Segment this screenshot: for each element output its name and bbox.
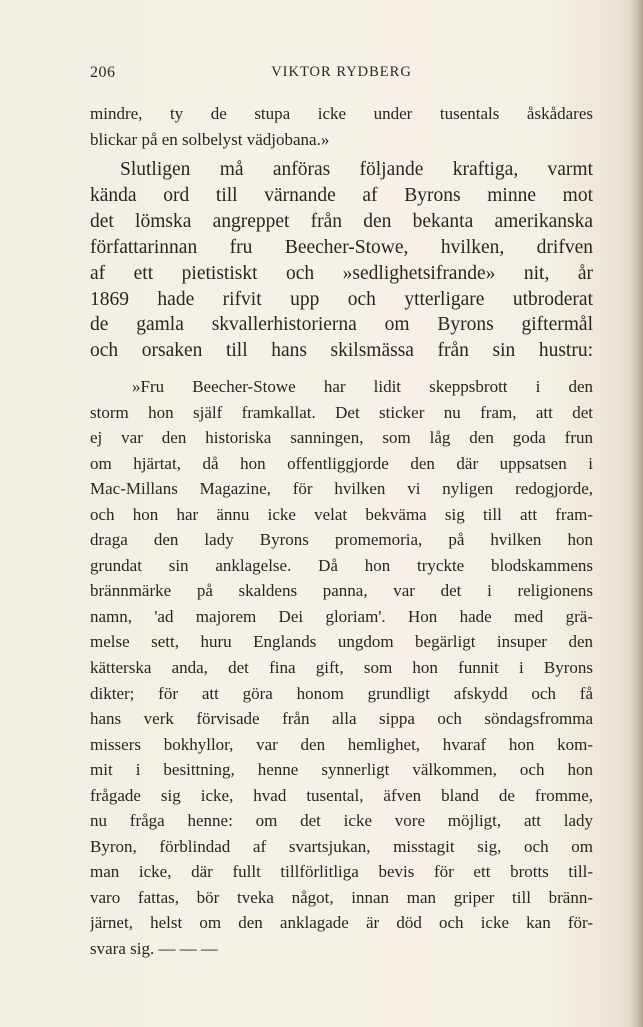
text-line: 1869 hade rifvit upp och ytterligare utbroderat xyxy=(90,288,593,310)
text-line: draga den lady Byrons promemoria, på hvilken hon xyxy=(90,530,593,550)
text-line: missers bokhyllor, var den hemlighet, hvaraf hon kom- xyxy=(90,734,593,754)
text-line: järnet, helst om den anklagade är död och icke kan för- xyxy=(90,913,593,933)
text-line: de gamla skvallerhistorierna om Byrons giftermål xyxy=(90,314,593,336)
text-line: svara sig. — — — xyxy=(90,939,218,959)
text-line: ej var den historiska sanningen, som låg den goda frun xyxy=(90,428,593,448)
paragraph-main xyxy=(90,157,593,364)
text-line: det lömska angreppet från den bekanta amerikanska xyxy=(90,210,593,232)
text-line: »Fru Beecher-Stowe har lidit skeppsbrott i den xyxy=(132,377,593,396)
text-line: och hon har ännu icke velat bekväma sig till att fram- xyxy=(90,504,593,524)
text-line: Slutligen må anföras följande kraftiga, varmt xyxy=(120,159,593,180)
text-line: namn, 'ad majorem Dei gloriam'. Hon hade med grä- xyxy=(90,606,593,626)
text-line: och orsaken till hans skilsmässa från sin hustru: xyxy=(90,340,593,362)
running-head: VIKTOR RYDBERG xyxy=(271,64,412,80)
text-line: Mac-Millans Magazine, för hvilken vi nyligen redogjorde, xyxy=(90,479,593,499)
text-line: kätterska anda, det fina gift, som hon funnit i Byrons xyxy=(90,658,593,678)
text-line: melse sett, huru Englands ungdom begärligt insuper den xyxy=(90,632,593,652)
text-line: varo fattas, bör tveka något, innan man griper till bränn- xyxy=(90,887,593,907)
text-line: blickar på en solbelyst vädjobana.» xyxy=(90,129,330,149)
text-line: mindre, ty de stupa icke under tusentals åskådares xyxy=(90,104,593,123)
text-line: brännmärke på skaldens panna, var det i religionens xyxy=(90,581,593,601)
text-line: storm hon själf framkallat. Det sticker nu fram, att det xyxy=(90,402,593,422)
text-line: frågade sig icke, hvad tusental, äfven bland de fromme, xyxy=(90,785,593,805)
page-number: 206 xyxy=(90,64,116,81)
quotation-block xyxy=(90,374,593,962)
page-edge-shadow xyxy=(629,0,643,1027)
text-line: författarinnan fru Beecher-Stowe, hvilken, drifven xyxy=(90,236,593,258)
text-line: dikter; för att göra honom grundligt afskydd och få xyxy=(90,683,593,703)
text-line: man icke, där fullt tillförlitliga bevis för ett brotts till- xyxy=(90,862,593,882)
paragraph-continuation xyxy=(90,101,593,152)
text-line: nu fråga henne: om det icke vore möjligt, att lady xyxy=(90,811,593,831)
text-line: om hjärtat, då hon offentliggjorde den där uppsatsen i xyxy=(90,453,593,473)
text-line: Byron, förblindad af svartsjukan, misstagit sig, och om xyxy=(90,836,593,856)
text-line: mit i besittning, henne synnerligt välkommen, och hon xyxy=(90,760,593,780)
text-line: grundat sin anklagelse. Då hon tryckte blodskammens xyxy=(90,555,593,575)
text-line: af ett pietistiskt och »sedlighetsifrande» nit, år xyxy=(90,262,593,284)
text-line: kända ord till värnande af Byrons minne mot xyxy=(90,184,593,206)
page-header xyxy=(90,64,593,86)
text-line: hans verk förvisade från alla sippa och söndagsfromma xyxy=(90,709,593,729)
